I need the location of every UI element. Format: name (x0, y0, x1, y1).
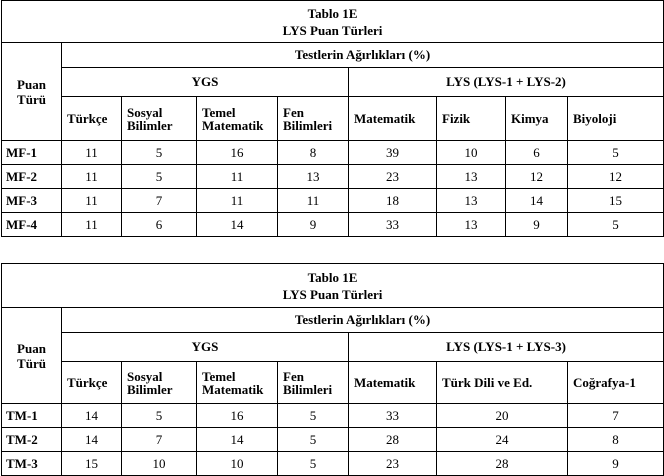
column-header-line: Bilimler (127, 117, 173, 133)
row-label: MF-1 (2, 141, 62, 165)
lys-table-mf (1, 0, 664, 237)
table-cell: 7 (568, 404, 664, 428)
table-cell: 23 (349, 165, 437, 189)
table-cell: 18 (349, 189, 437, 213)
table-cell: 11 (278, 189, 349, 213)
table-row (2, 189, 664, 213)
table-title (2, 1, 664, 43)
table-cell: 8 (568, 428, 664, 452)
table-cell: 9 (278, 213, 349, 237)
table-cell: 5 (122, 404, 197, 428)
table-cell: 10 (122, 452, 197, 476)
table-title-line: Tablo 1E (307, 269, 358, 285)
table-cell: 14 (197, 428, 278, 452)
table-cell: 28 (437, 452, 568, 476)
column-header (278, 362, 349, 404)
table-row (2, 404, 664, 428)
column-header-line: Bilimler (127, 381, 173, 397)
column-header (506, 97, 568, 141)
table-cell: 33 (349, 404, 437, 428)
table-cell: 12 (506, 165, 568, 189)
column-header (197, 97, 278, 141)
table-subtitle-line: LYS Puan Türleri (282, 286, 383, 302)
group-header-ygs: YGS (62, 333, 349, 362)
table-cell: 5 (122, 141, 197, 165)
row-label: MF-4 (2, 213, 62, 237)
column-header-line: Türkçe (67, 111, 108, 126)
column-header-line: Temel (202, 368, 236, 384)
column-header (122, 362, 197, 404)
table-cell: 15 (62, 452, 122, 476)
table-cell: 16 (197, 404, 278, 428)
group-header-lys: LYS (LYS-1 + LYS-2) (349, 68, 664, 97)
table-cell: 39 (349, 141, 437, 165)
table-cell: 8 (278, 141, 349, 165)
table-cell: 16 (197, 141, 278, 165)
puan-turu-header (2, 308, 62, 404)
column-header-line: Matematik (354, 111, 416, 126)
column-header (278, 97, 349, 141)
column-header-line: Matematik (354, 375, 416, 390)
table-cell: 11 (197, 189, 278, 213)
table-cell: 5 (568, 141, 664, 165)
table-cell: 14 (62, 428, 122, 452)
column-header (349, 362, 437, 404)
puan-label-line1: Puan (17, 76, 46, 92)
table-cell: 24 (437, 428, 568, 452)
table-row (2, 213, 664, 237)
group-header-lys: LYS (LYS-1 + LYS-3) (349, 333, 664, 362)
table-title (2, 264, 664, 308)
puan-turu-header (2, 43, 62, 141)
column-header (62, 97, 122, 141)
row-label: TM-2 (2, 428, 62, 452)
column-header-line: Matematik (202, 381, 264, 397)
table-row (2, 428, 664, 452)
table-cell: 5 (278, 452, 349, 476)
puan-label-line2: Türü (17, 91, 46, 107)
column-header-line: Biyoloji (573, 111, 617, 126)
column-header-line: Sosyal (127, 368, 163, 384)
table-cell: 11 (62, 165, 122, 189)
column-header-line: Temel (202, 104, 236, 120)
column-header-line: Türk Dili ve Ed. (442, 375, 533, 390)
column-header-line: Matematik (202, 117, 264, 133)
table-cell: 14 (62, 404, 122, 428)
table-cell: 11 (62, 189, 122, 213)
table-cell: 11 (197, 165, 278, 189)
column-header-line: Coğrafya-1 (573, 375, 636, 390)
column-header (122, 97, 197, 141)
column-header-line: Fen (283, 368, 304, 384)
table-cell: 5 (278, 428, 349, 452)
column-header (349, 97, 437, 141)
row-label: MF-2 (2, 165, 62, 189)
table-title-line: Tablo 1E (307, 5, 358, 21)
table-cell: 7 (122, 428, 197, 452)
column-header-line: Fen (283, 104, 304, 120)
table-cell: 11 (62, 141, 122, 165)
table-cell: 23 (349, 452, 437, 476)
table-cell: 11 (62, 213, 122, 237)
table-cell: 10 (437, 141, 506, 165)
table-cell: 5 (122, 165, 197, 189)
column-header-line: Bilimleri (283, 117, 333, 133)
table-row (2, 141, 664, 165)
table-cell: 15 (568, 189, 664, 213)
column-header-line: Bilimleri (283, 381, 333, 397)
table-cell: 28 (349, 428, 437, 452)
table-cell: 6 (506, 141, 568, 165)
table-cell: 12 (568, 165, 664, 189)
table-row (2, 452, 664, 476)
table-cell: 14 (197, 213, 278, 237)
column-header (437, 97, 506, 141)
table-cell: 9 (506, 213, 568, 237)
column-header (62, 362, 122, 404)
column-header (197, 362, 278, 404)
row-label: TM-1 (2, 404, 62, 428)
table-cell: 13 (437, 213, 506, 237)
table-cell: 20 (437, 404, 568, 428)
row-label: MF-3 (2, 189, 62, 213)
puan-label-line1: Puan (17, 340, 46, 356)
table-cell: 5 (278, 404, 349, 428)
table-row (2, 165, 664, 189)
puan-label-line2: Türü (17, 355, 46, 371)
table-cell: 6 (122, 213, 197, 237)
weights-header: Testlerin Ağırlıkları (%) (62, 308, 664, 333)
column-header-line: Türkçe (67, 375, 108, 390)
row-label: TM-3 (2, 452, 62, 476)
table-cell: 13 (437, 165, 506, 189)
column-header (568, 362, 664, 404)
table-subtitle-line: LYS Puan Türleri (282, 22, 383, 38)
table-cell: 10 (197, 452, 278, 476)
column-header (437, 362, 568, 404)
table-cell: 13 (278, 165, 349, 189)
weights-header: Testlerin Ağırlıkları (%) (62, 43, 664, 68)
column-header (568, 97, 664, 141)
table-cell: 33 (349, 213, 437, 237)
table-cell: 14 (506, 189, 568, 213)
column-header-line: Fizik (442, 111, 471, 126)
table-cell: 13 (437, 189, 506, 213)
table-cell: 9 (568, 452, 664, 476)
column-header-line: Sosyal (127, 104, 163, 120)
group-header-ygs: YGS (62, 68, 349, 97)
table-cell: 7 (122, 189, 197, 213)
lys-table-tm (1, 263, 664, 476)
column-header-line: Kimya (511, 111, 549, 126)
table-cell: 5 (568, 213, 664, 237)
